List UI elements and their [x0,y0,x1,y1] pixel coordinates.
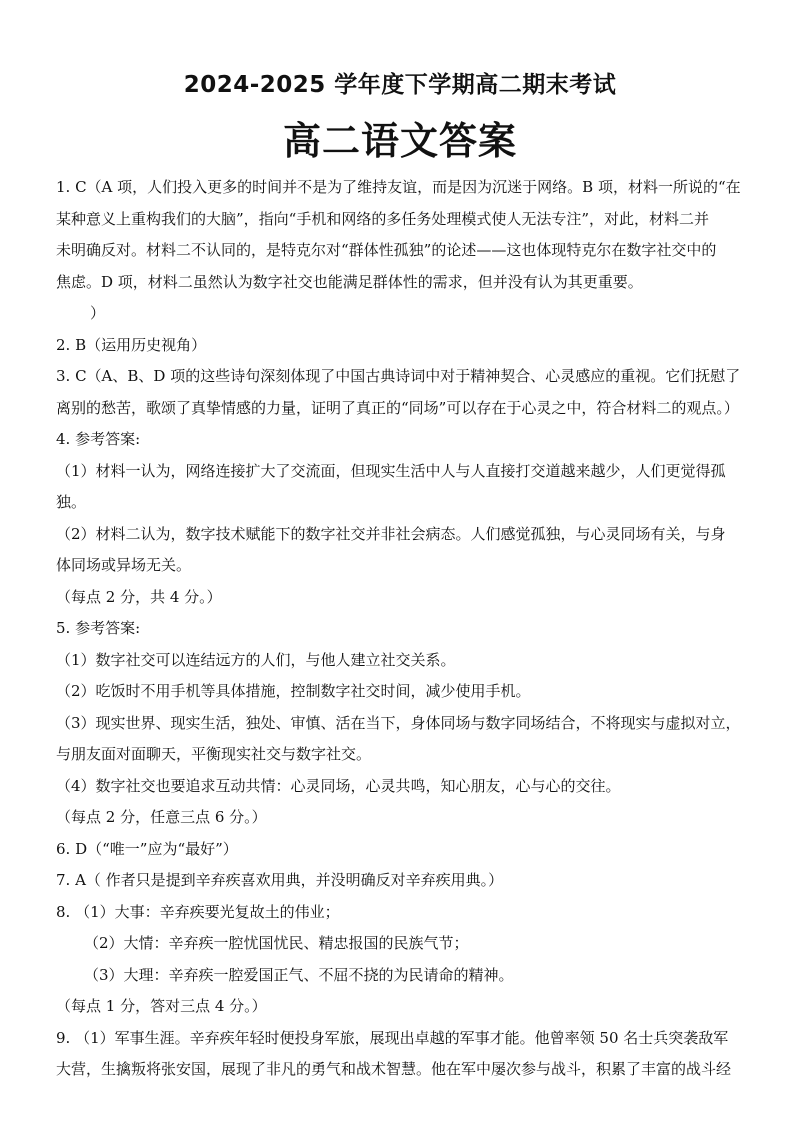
answer-line: （2）大情：辛弃疾一腔忧国忧民、精忠报国的民族气节； [84,934,469,952]
answer-line: 体同场或异场无关。 [56,556,192,574]
answer-line: ） [90,304,106,322]
answer-line: （2）吃饭时不用手机等具体措施，控制数字社交时间，减少使用手机。 [56,682,531,700]
answer-line: 8. （1）大事：辛弃疾要光复故土的伟业； [56,902,340,921]
answer-line: 4. 参考答案: [56,430,141,448]
answer-line: 离别的愁苦，歌颂了真挚情感的力量，证明了真正的“同场”可以存在于心灵之中，符合材料二的观点。） [56,398,739,417]
answer-line: 独。 [56,493,87,511]
answer-line: 3. C（A、B、D 项的这些诗句深刻体现了中国古典诗词中对于精神契合、心灵感应的重视。它们抚慰了 [56,367,741,385]
answer-line: 与朋友面对面聊天，平衡现实社交与数字社交。 [56,745,372,763]
answer-line: 9. （1）军事生涯。辛弃疾年轻时便投身军旅，展现出卓越的军事才能。他曾率领 50 名士兵突袭敌军 [56,1028,729,1047]
answer-line: （每点 1 分，答对三点 4 分。） [56,997,267,1015]
answer-line: 大营，生擒叛将张安国，展现了非凡的勇气和战术智慧。他在军中屡次参与战斗，积累了丰富的战斗经 [56,1060,732,1078]
answer-line: （每点 2 分，任意三点 6 分。） [56,808,267,826]
answer-line: （1）数字社交可以连结远方的人们，与他人建立社交关系。 [56,650,456,669]
answer-line: 焦虑。D 项，材料二虽然认为数字社交也能满足群体性的需求，但并没有认为其更重要。 [56,272,643,291]
answer-line: 2. B（运用历史视角） [56,335,207,354]
exam-title: 2024-2025 学年度下学期高二期末考试 [183,72,617,98]
answer-line: 某种意义上重构我们的大脑”，指向“手机和网络的多任务处理模式使人无法专注”，对此，材料二并 [56,209,710,228]
document-title: 高二语文答案 [282,119,517,163]
answer-line: 7. A（ 作者只是提到辛弃疾喜欢用典，并没明确反对辛弃疾用典。） [56,871,504,889]
answer-line: 5. 参考答案: [56,619,141,637]
answer-line: （每点 2 分，共 4 分。） [56,587,222,606]
answer-line: （2）材料二认为，数字技术赋能下的数字社交并非社会病态。人们感觉孤独，与心灵同场有关，与身 [56,524,726,543]
answer-line: 1. C（A 项，人们投入更多的时间并不是为了维持友谊，而是因为沉迷于网络。B 项，材料一所说的“在 [56,178,741,196]
answer-line: 未明确反对。材料二不认同的，是特克尔对“群体性孤独”的论述——这也体现特克尔在数字社交中的 [56,241,717,259]
answer-line: （1）材料一认为，网络连接扩大了交流面，但现实生活中人与人直接打交道越来越少，人们更觉得孤 [56,461,726,480]
answer-line: （4）数字社交也要追求互动共情：心灵同场，心灵共鸣，知心朋友，心与心的交往。 [56,776,621,795]
answer-line: 6. D（“唯一”应为“最好”） [56,839,238,858]
answer-line: （3）大理：辛弃疾一腔爱国正气、不屈不挠的为民请命的精神。 [84,965,514,984]
answer-body [56,172,752,1086]
answer-line: （3）现实世界、现实生活，独处、审慎、活在当下，身体同场与数字同场结合，不将现实与虚拟对立， [56,713,741,732]
